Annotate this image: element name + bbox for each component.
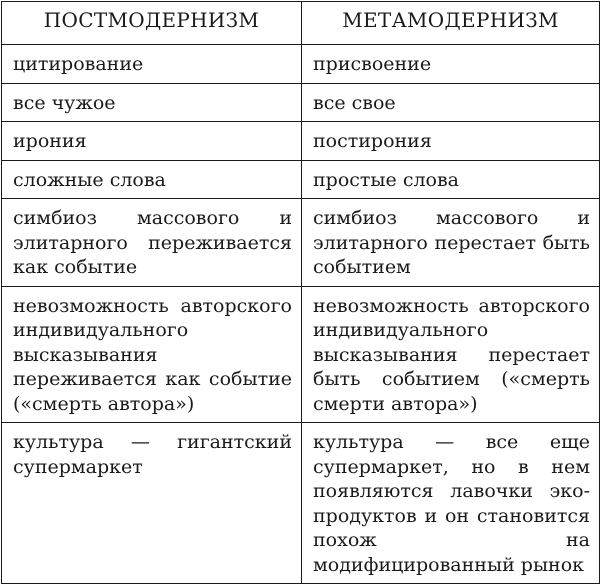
table-header-row: [2, 2, 600, 45]
postmodernism-cell: [2, 160, 302, 199]
cell-text: симбиоз массового и элитарного переживается как событие: [13, 207, 292, 278]
table-row: [2, 423, 600, 584]
metamodernism-cell: [302, 286, 600, 423]
cell-text: цитирование: [13, 53, 144, 75]
metamodernism-cell: [302, 122, 600, 161]
comparison-table-wrapper: [1, 1, 599, 584]
postmodernism-cell: [2, 199, 302, 287]
metamodernism-cell: [302, 199, 600, 287]
postmodernism-cell: [2, 83, 302, 122]
comparison-table: [1, 1, 600, 584]
cell-text: сложные слова: [13, 168, 166, 191]
metamodernism-cell: [302, 83, 600, 122]
cell-text: все свое: [313, 91, 396, 114]
header-metamodernism: МЕТАМОДЕРНИЗМ: [302, 2, 600, 45]
cell-text: присвоение: [313, 53, 432, 75]
postmodernism-cell: [2, 286, 302, 423]
cell-text: ирония: [13, 130, 87, 152]
table-row: [2, 122, 600, 161]
table-row: [2, 160, 600, 199]
cell-text: культура — все еще супермаркет, но в нем появляются лавочки эко-продуктов и он становится похож на модифицированный рынок: [313, 431, 590, 576]
table-row: [2, 199, 600, 287]
cell-text: все чужое: [13, 91, 116, 114]
postmodernism-cell: [2, 122, 302, 161]
header-postmodernism: ПОСТМОДЕРНИЗМ: [2, 2, 302, 45]
metamodernism-cell: [302, 160, 600, 199]
cell-text: невозможность авторского индивидуального высказывания переживается как событие («смерть автора»): [13, 294, 292, 415]
cell-text: симбиоз массового и элитарного перестает быть событием: [313, 207, 590, 278]
cell-text: простые слова: [313, 168, 459, 191]
cell-text: культура — гигантский супермаркет: [13, 431, 292, 478]
postmodernism-cell: [2, 45, 302, 84]
table-row: [2, 45, 600, 84]
table-row: [2, 286, 600, 423]
cell-text: невозможность авторского индивидуального высказывания перестает быть событием («смерть смерти автора»): [313, 294, 590, 415]
cell-text: постирония: [313, 130, 432, 152]
metamodernism-cell: [302, 45, 600, 84]
metamodernism-cell: [302, 423, 600, 584]
postmodernism-cell: [2, 423, 302, 584]
table-row: [2, 83, 600, 122]
